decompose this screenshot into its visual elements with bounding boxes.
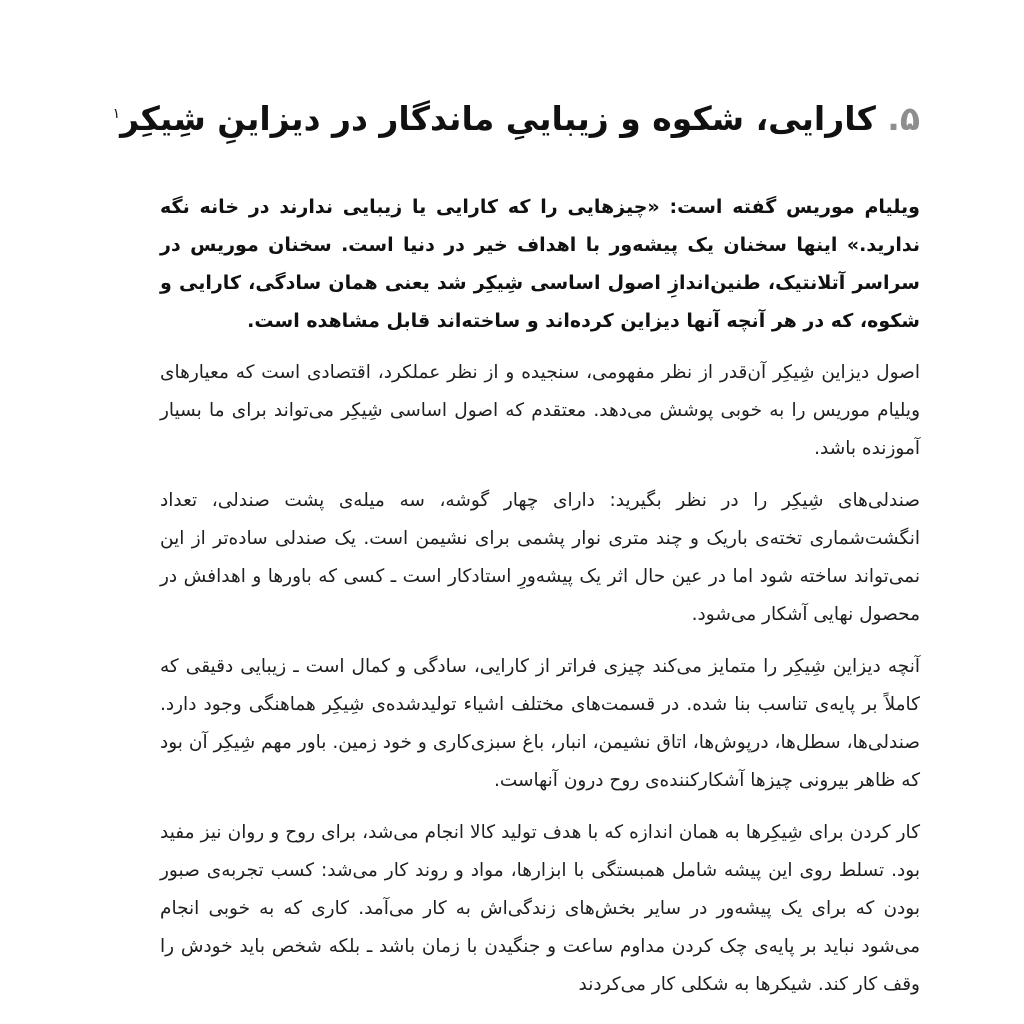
- paragraph: اصول دیزاین شِیکِر آن‌قدر از نظر مفهومی، سنجیده و از نظر عملکرد، اقتصادی است که معیارهای ویلیام موریس را به خوبی پوشش می‌دهد. معتقدم که اصول اساسی شِیکِر می‌تواند برای ما بسیار آموزنده باشد.: [160, 362, 920, 459]
- paragraph: کار کردن برای شِیکِرها به همان اندازه که با هدف تولید کالا انجام می‌شد، برای روح و روان نیز مفید بود. تسلط روی این پیشه شامل همبستگی با ابزارها، مواد و روند کار می‌شد: کسب تجربه‌ی صبور بودن که برای یک پیشه‌ور در سایر بخش‌های زندگی‌اش به کار می‌آمد. کاری که به خوبی انجام می‌شود نباید بر پایه‌ی چک کردن مداوم ساعت و جنگیدن با زمان باشد ـ بلکه شخص باید خودش را وقف کار کند. شیکرها به شکلی کار می‌کردند: [160, 822, 920, 995]
- paragraph: آنچه دیزاین شِیکِر را متمایز می‌کند چیزی فراتر از کارایی، سادگی و کمال است ـ زیبایی دقیقی که کاملاً بر پایه‌ی تناسب بنا شده. در قسمت‌های مختلف اشیاء تولیدشده‌ی شِیکِر هماهنگی وجود دارد. صندلی‌ها، سطل‌ها، درپوش‌ها، اتاق نشیمن، انبار، باغ سبزی‌کاری و خود زمین. باور مهم شِیکِر آن بود که ظاهر بیرونی چیزها آشکارکننده‌ی روح درون آنهاست.: [160, 656, 920, 791]
- section-title: [113, 84, 920, 149]
- lead-paragraph: ویلیام موریس گفته است: «چیزهایی را که کارایی یا زیبایی ندارند در خانه نگه ندارید.» اینها سخنان یک پیشه‌ور با اهداف خیر در دنیا است. سخنان موریس در سراسر آتلانتیک، طنین‌اندازِ اصول اساسی شِیکِر شد یعنی همان سادگی، کارایی و شکوه، که در هر آنچه آنها دیزاین کرده‌اند و ساخته‌اند قابل مشاهده است.: [160, 196, 920, 332]
- section-number: ۵.: [887, 99, 920, 138]
- paragraph: صندلی‌های شِیکِر را در نظر بگیرید: دارای چهار گوشه، سه میله‌ی پشت صندلی، تعداد انگشت‌شماری تخته‌ی باریک و چند متری نوار پشمی برای نشیمن است. یک صندلی ساده‌تر از این نمی‌تواند ساخته شود اما در عین حال اثر یک پیشه‌ورِ استادکار است ـ کسی که باورها و اهدافش در محصول نهایی آشکار می‌شود.: [160, 490, 920, 625]
- body-text: [160, 188, 920, 1018]
- footnote-marker: ۱: [112, 106, 121, 122]
- section-title-text: کارایی، شکوه و زیباییِ ماندگار در دیزاینِ شِیکِر: [120, 99, 876, 138]
